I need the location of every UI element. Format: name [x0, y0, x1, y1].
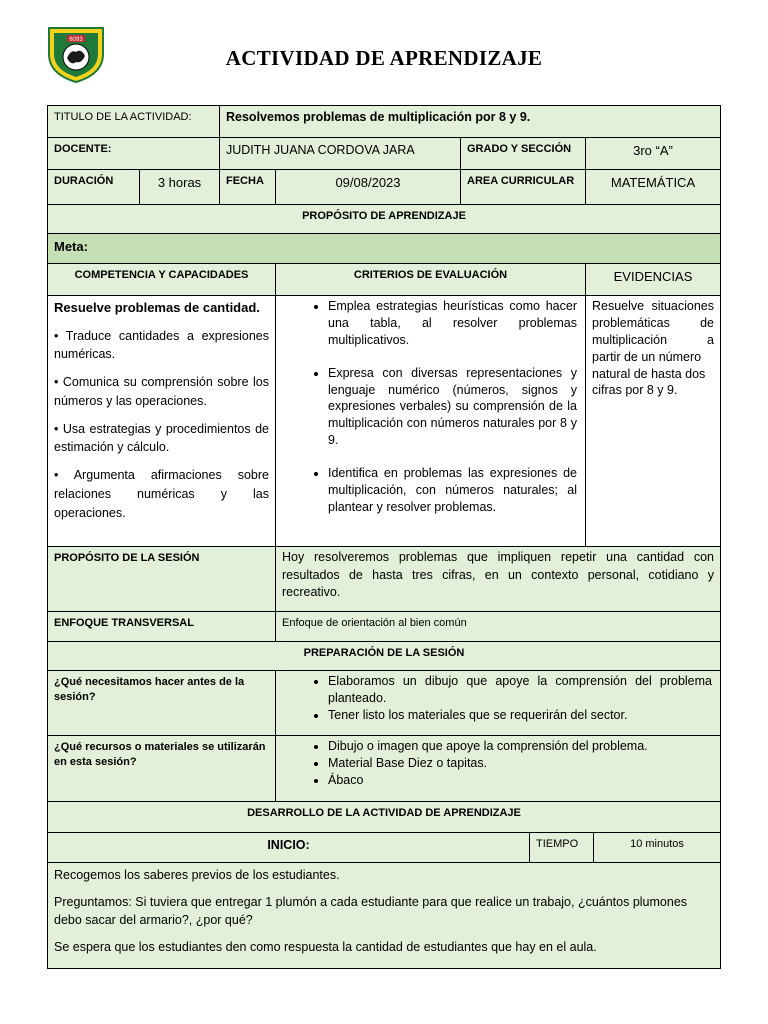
desarrollo-heading-cell [47, 801, 721, 833]
enfoque-value-cell [275, 611, 721, 642]
desarrollo-paragraph: Se espera que los estudiantes den como respuesta la cantidad de estudiantes que hay en el aula. [54, 940, 597, 955]
grado-value: 3ro “A” [633, 143, 673, 158]
evidencias-content-cell [585, 295, 721, 547]
docente-value-cell [219, 137, 461, 170]
fecha-label: FECHA [226, 175, 264, 187]
meta-cell [47, 233, 721, 264]
tiempo-value-cell [593, 832, 721, 863]
proposito-sesion-value-cell [275, 546, 721, 612]
area-label: AREA CURRICULAR [467, 175, 575, 187]
recursos-content-cell [275, 735, 721, 802]
preparacion-heading: PREPARACIÓN DE LA SESIÓN [303, 647, 465, 659]
page-title: ACTIVIDAD DE APRENDIZAJE [225, 46, 543, 70]
desarrollo-content-cell [47, 862, 721, 969]
docente-value: JUDITH JUANA CORDOVA JARA [226, 143, 415, 157]
recursos-label: ¿Qué recursos o materiales se utilizarán en esta sesión? [54, 741, 266, 768]
recurso-item: • Dibujo o imagen que apoye la comprensión del problema. [328, 738, 712, 755]
proposito-sesion-label-cell [47, 546, 276, 612]
capacidad-item: • Comunica su comprensión sobre los números y las operaciones. [54, 375, 269, 408]
titulo-value: Resolvemos problemas de multiplicación por 8 y 9. [226, 110, 531, 124]
desarrollo-paragraph: Recogemos los saberes previos de los estudiantes. [54, 868, 340, 882]
tiempo-value: 10 minutos [630, 838, 684, 850]
evidencia-text-a: Resuelve situaciones problemáticas de multiplicación a [592, 299, 714, 347]
capacidad-item: • Traduce cantidades a expresiones numéricas. [54, 328, 269, 362]
criterio-item: • Emplea estrategias heurísticas como hacer una tabla, al resolver problemas multiplicativos. [328, 298, 577, 349]
duracion-label-cell [47, 169, 140, 205]
duracion-value-cell [139, 169, 220, 205]
grado-label: GRADO Y SECCIÓN [467, 143, 572, 155]
duracion-label: DURACIÓN [54, 175, 114, 187]
docente-label-cell [47, 137, 220, 170]
criterios-content-cell [275, 295, 586, 547]
logo-number: 6093 [69, 37, 83, 43]
duracion-value: 3 horas [157, 175, 202, 190]
competencia-header-cell [47, 263, 276, 296]
desarrollo-heading: DESARROLLO DE LA ACTIVIDAD DE APRENDIZAJE [247, 807, 521, 819]
antes-content-cell [275, 670, 721, 736]
inicio-label-cell [47, 832, 530, 863]
grado-value-cell [585, 137, 721, 170]
desarrollo-paragraph: Preguntamos: Si tuviera que entregar 1 plumón a cada estudiante para que realice un trabajo, ¿cuántos plumones debo sacar del armario?, ¿por qué? [54, 895, 688, 928]
criterios-header-cell [275, 263, 586, 296]
fecha-value: 09/08/2023 [335, 175, 401, 190]
grado-label-cell [460, 137, 586, 170]
capacidad-item: • Argumenta afirmaciones sobre relaciones numéricas y las operaciones. [54, 468, 269, 520]
titulo-label-cell [47, 105, 220, 138]
evidencias-header: EVIDENCIAS [613, 269, 693, 284]
evidencias-header-cell [585, 263, 721, 296]
recurso-item: • Material Base Diez o tapitas. [328, 755, 712, 772]
proposito-sesion-label: PROPÓSITO DE LA SESIÓN [54, 552, 200, 564]
competencia-content-cell [47, 295, 276, 547]
proposito-sesion-value: Hoy resolveremos problemas que impliquen repetir una cantidad con resultados de hasta tres cifras, en un contexto personal, cotidiano y recreativo. [282, 550, 714, 599]
criterio-item: • Identifica en problemas las expresiones de multiplicación, con números naturales; al plantear y resolver problemas. [328, 465, 577, 516]
proposito-heading: PROPÓSITO DE APRENDIZAJE [302, 210, 466, 222]
preparacion-heading-cell [47, 641, 721, 671]
competencia-title: Resuelve problemas de cantidad. [54, 300, 260, 315]
area-value-cell [585, 169, 721, 205]
fecha-label-cell [219, 169, 276, 205]
enfoque-label-cell [47, 611, 276, 642]
enfoque-value: Enfoque de orientación al bien común [282, 617, 467, 629]
tiempo-label-cell [529, 832, 594, 863]
competencia-header: COMPETENCIA Y CAPACIDADES [74, 269, 249, 281]
antes-label-cell [47, 670, 276, 736]
area-value: MATEMÁTICA [610, 175, 696, 190]
recursos-label-cell [47, 735, 276, 802]
recurso-item: • Ábaco [328, 772, 712, 789]
evidencia-text-b: partir de un número natural de hasta dos cifras por 8 y 9. [592, 349, 706, 398]
enfoque-label: ENFOQUE TRANSVERSAL [54, 617, 194, 629]
area-label-cell [460, 169, 586, 205]
meta-label: Meta: [54, 239, 88, 254]
titulo-label: TITULO DE LA ACTIVIDAD: [54, 111, 192, 123]
antes-item: • Elaboramos un dibujo que apoye la comprensión del problema planteado. [328, 673, 712, 707]
fecha-value-cell [275, 169, 461, 205]
criterios-header: CRITERIOS DE EVALUACIÓN [353, 269, 508, 281]
proposito-heading-cell [47, 204, 721, 234]
inicio-label: INICIO: [267, 838, 310, 852]
criterio-item: • Expresa con diversas representaciones y lenguaje numérico (números, signos y expresiones verbales) su comprensión de la multiplicación con números naturales por 8 y 9. [328, 365, 577, 449]
titulo-value-cell [219, 105, 721, 138]
docente-label: DOCENTE: [54, 143, 112, 155]
antes-label: ¿Qué necesitamos hacer antes de la sesión? [54, 676, 245, 703]
antes-item: • Tener listo los materiales que se requerirán del sector. [328, 707, 712, 724]
capacidad-item: • Usa estrategias y procedimientos de estimación y cálculo. [54, 421, 269, 455]
tiempo-label: TIEMPO [536, 838, 579, 850]
